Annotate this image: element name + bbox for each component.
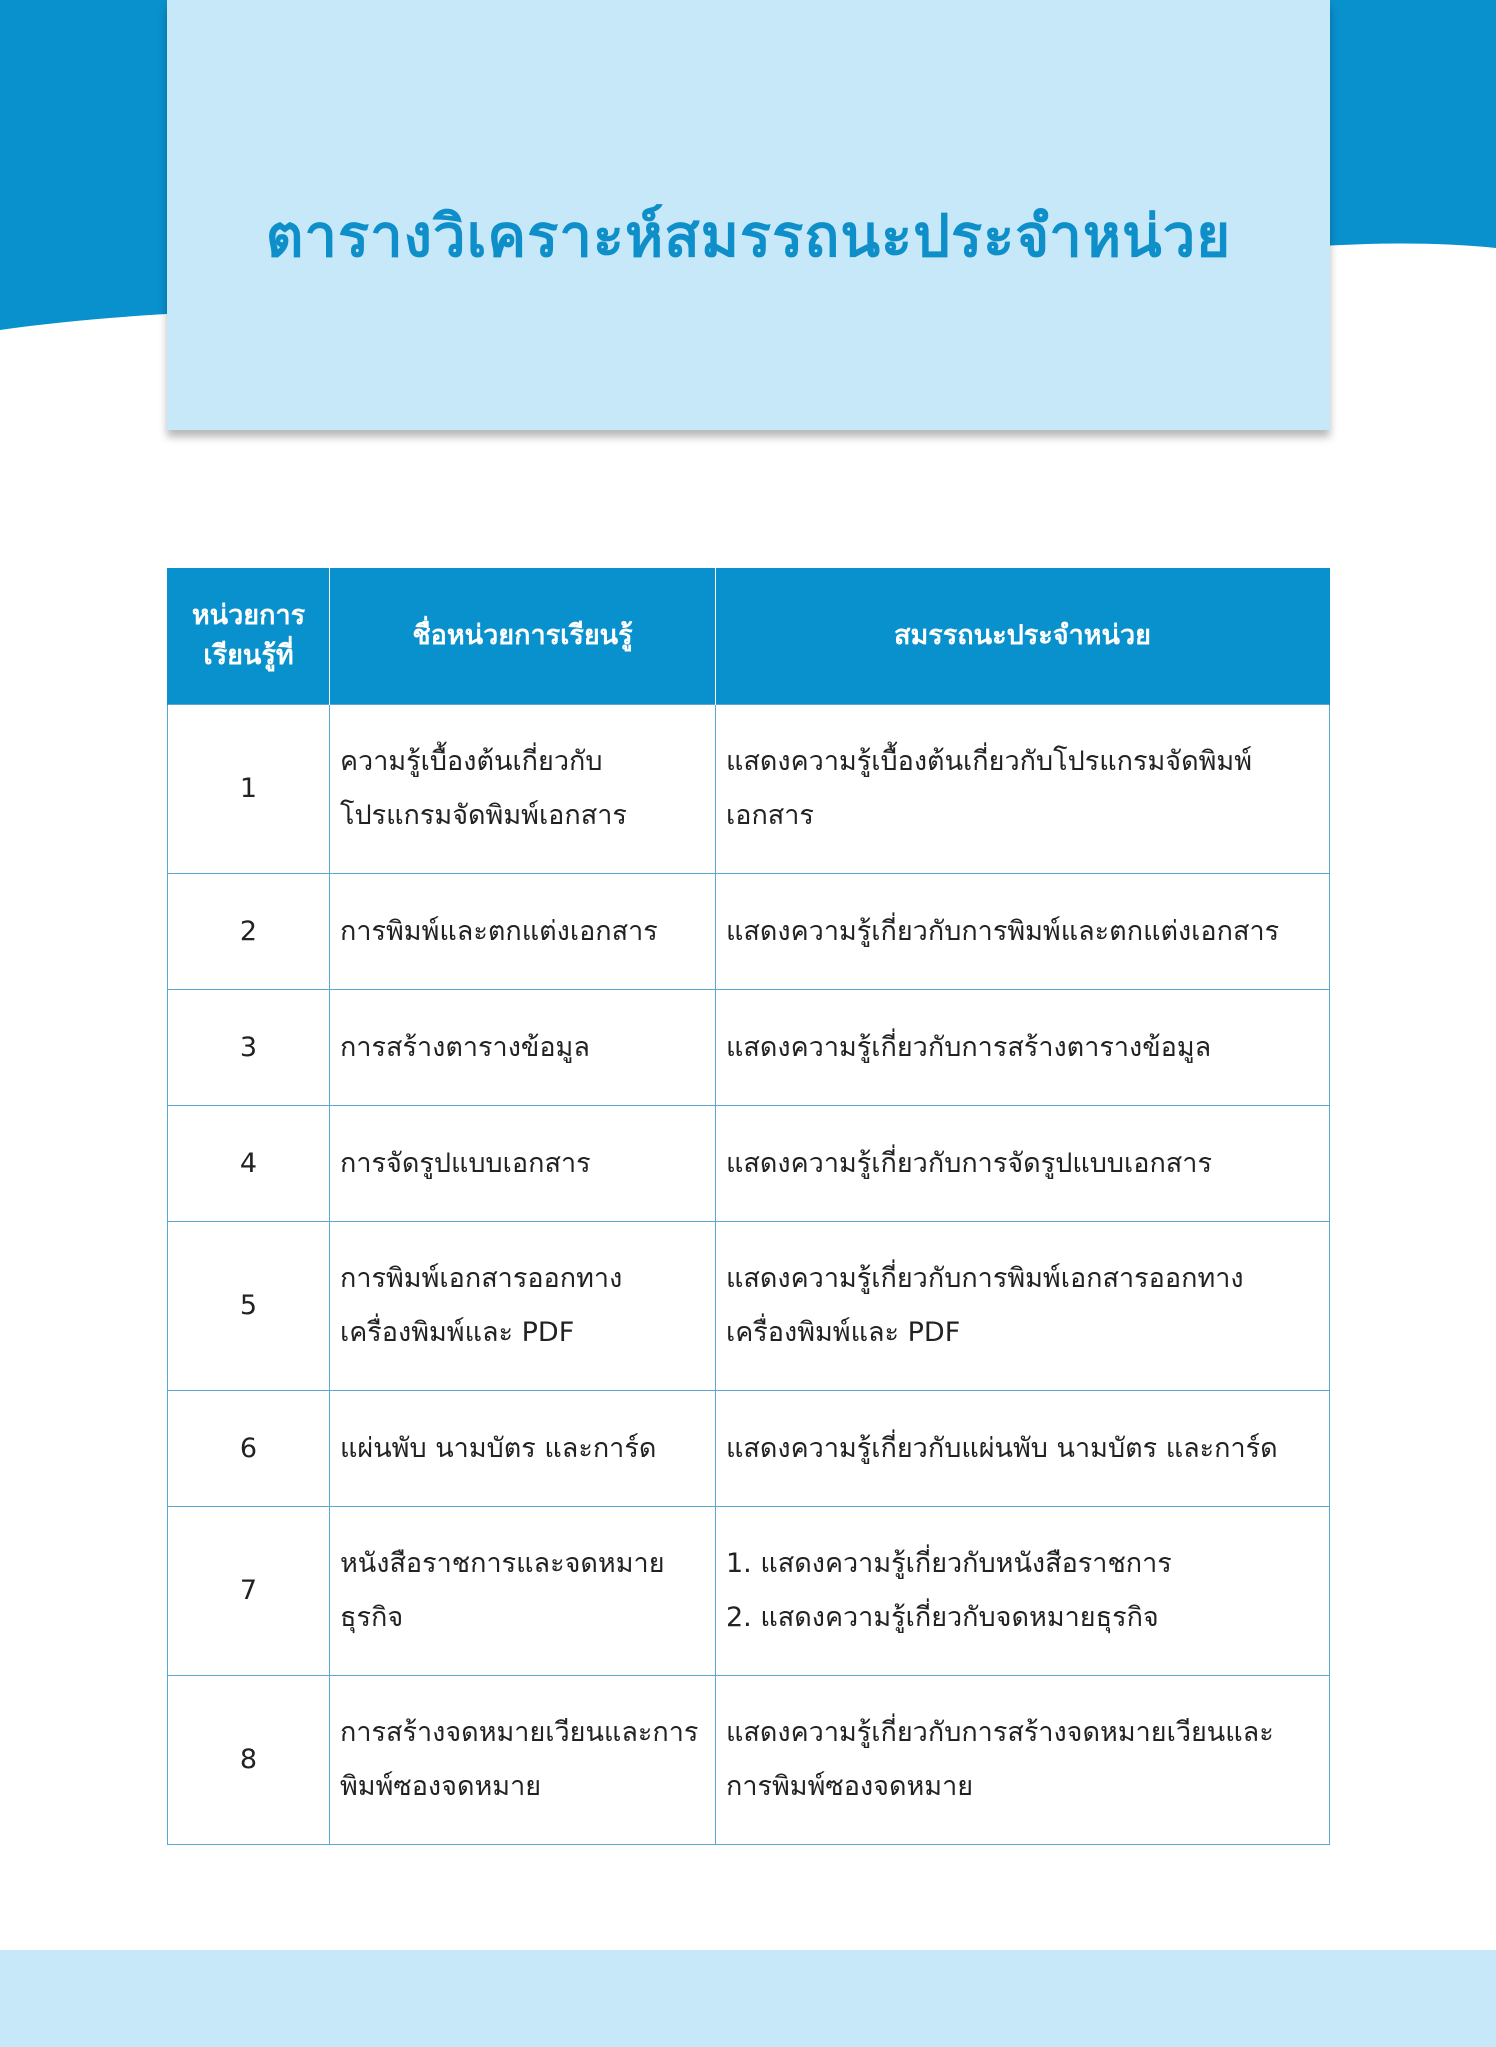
competency-item: แสดงความรู้เกี่ยวกับการพิมพ์เอกสารออกทางเครื่องพิมพ์และ PDF <box>726 1263 1244 1348</box>
unit-competency <box>716 990 1330 1106</box>
table-row <box>168 1391 1330 1507</box>
unit-competency <box>716 705 1330 874</box>
unit-name: การพิมพ์เอกสารออกทางเครื่องพิมพ์และ PDF <box>330 1222 716 1391</box>
table-row <box>168 990 1330 1106</box>
unit-name: แผ่นพับ นามบัตร และการ์ด <box>330 1391 716 1507</box>
competency-item: แสดงความรู้เกี่ยวกับการจัดรูปแบบเอกสาร <box>726 1147 1212 1179</box>
competency-item: แสดงความรู้เกี่ยวกับการพิมพ์และตกแต่งเอกสาร <box>726 915 1280 947</box>
unit-competency <box>716 874 1330 990</box>
unit-competency <box>716 1507 1330 1676</box>
competency-item: แสดงความรู้เกี่ยวกับการสร้างจดหมายเวียนและการพิมพ์ซองจดหมาย <box>726 1717 1274 1802</box>
unit-number: 1 <box>168 705 330 874</box>
header-unit-name: ชื่อหน่วยการเรียนรู้ <box>330 568 716 705</box>
unit-competency <box>716 1222 1330 1391</box>
unit-name: การพิมพ์และตกแต่งเอกสาร <box>330 874 716 990</box>
header-unit-competency: สมรรถนะประจำหน่วย <box>716 568 1330 705</box>
competency-item: แสดงความรู้เกี่ยวกับการสร้างตารางข้อมูล <box>726 1031 1212 1063</box>
footer-band <box>0 1950 1496 2047</box>
table-row <box>168 705 1330 874</box>
title-card <box>167 0 1330 430</box>
unit-competency <box>716 1106 1330 1222</box>
unit-name: หนังสือราชการและจดหมายธุรกิจ <box>330 1507 716 1676</box>
unit-number: 8 <box>168 1676 330 1845</box>
unit-name: ความรู้เบื้องต้นเกี่ยวกับโปรแกรมจัดพิมพ์เอกสาร <box>330 705 716 874</box>
unit-competency <box>716 1676 1330 1845</box>
competency-item: แสดงความรู้เกี่ยวกับแผ่นพับ นามบัตร และการ์ด <box>726 1432 1278 1464</box>
table-row <box>168 1222 1330 1391</box>
unit-number: 5 <box>168 1222 330 1391</box>
unit-number: 2 <box>168 874 330 990</box>
competency-item: แสดงความรู้เบื้องต้นเกี่ยวกับโปรแกรมจัดพิมพ์เอกสาร <box>726 746 1253 831</box>
unit-number: 3 <box>168 990 330 1106</box>
table-row <box>168 874 1330 990</box>
unit-number: 6 <box>168 1391 330 1507</box>
unit-number: 7 <box>168 1507 330 1676</box>
competency-item: 1. แสดงความรู้เกี่ยวกับหนังสือราชการ <box>726 1548 1172 1579</box>
competency-item: 2. แสดงความรู้เกี่ยวกับจดหมายธุรกิจ <box>726 1602 1159 1633</box>
unit-competency <box>716 1391 1330 1507</box>
unit-name: การสร้างตารางข้อมูล <box>330 990 716 1106</box>
table-row <box>168 1676 1330 1845</box>
unit-number: 4 <box>168 1106 330 1222</box>
page-title: ตารางวิเคราะห์สมรรถนะประจำหน่วย <box>265 201 1232 270</box>
competency-table <box>167 568 1330 1845</box>
unit-name: การสร้างจดหมายเวียนและการพิมพ์ซองจดหมาย <box>330 1676 716 1845</box>
unit-name: การจัดรูปแบบเอกสาร <box>330 1106 716 1222</box>
competency-table-wrapper <box>167 568 1329 1845</box>
table-row <box>168 1507 1330 1676</box>
header-unit-number: หน่วยการเรียนรู้ที่ <box>168 568 330 705</box>
table-header-row <box>168 568 1330 705</box>
table-row <box>168 1106 1330 1222</box>
